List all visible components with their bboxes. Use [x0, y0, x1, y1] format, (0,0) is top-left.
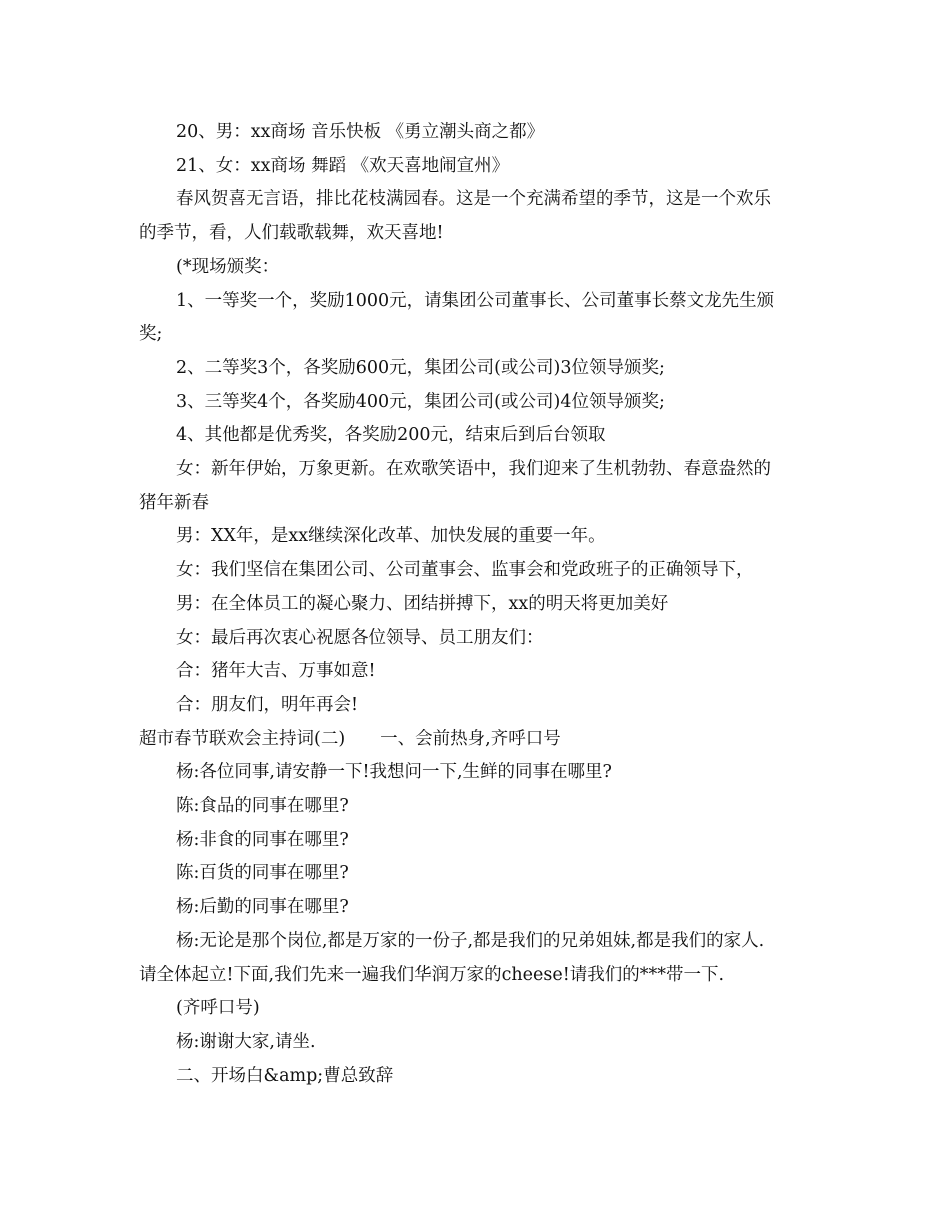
text-line: 杨:后勤的同事在哪里? [176, 897, 349, 918]
text-line: 杨:各位同事,请安静一下!我想问一下,生鲜的同事在哪里? [176, 762, 612, 783]
text-line: 杨:谢谢大家,请坐. [176, 1031, 316, 1052]
text-line: (*现场颁奖： [176, 256, 280, 277]
text-line: 猪年新春 [139, 492, 209, 513]
text-line: 超市春节联欢会主持词(二) 一、会前热身,齐呼口号 [139, 728, 561, 749]
text-line: 二、开场白&amp;曹总致辞 [176, 1065, 394, 1086]
text-line: 合：猪年大吉、万事如意! [176, 661, 376, 682]
text-line: 2、二等奖3个，各奖励600元，集团公司(或公司)3位领导颁奖; [176, 357, 665, 378]
text-line: 春风贺喜无言语，排比花枝满园春。这是一个充满希望的季节，这是一个欢乐 [176, 189, 771, 210]
text-line: 男：在全体员工的凝心聚力、团结拼搏下，xx的明天将更加美好 [176, 593, 669, 614]
text-line: 21、女：xx商场 舞蹈 《欢天喜地闹宣州》 [176, 155, 510, 176]
text-line: 杨:无论是那个岗位,都是万家的一份子,都是我们的兄弟姐妹,都是我们的家人. [176, 930, 765, 951]
text-line: (齐呼口号) [176, 998, 260, 1019]
text-line: 女：新年伊始，万象更新。在欢歌笑语中，我们迎来了生机勃勃、春意盎然的 [176, 459, 771, 479]
text-line: 4、其他都是优秀奖，各奖励200元，结束后到后台领取 [176, 425, 606, 446]
text-line: 3、三等奖4个，各奖励400元，集团公司(或公司)4位领导颁奖; [176, 391, 665, 412]
text-line: 男：XX年，是xx继续深化改革、加快发展的重要一年。 [176, 526, 606, 547]
text-line: 奖; [139, 324, 163, 345]
text-line: 合：朋友们，明年再会! [176, 694, 359, 715]
text-line: 女：最后再次衷心祝愿各位领导、员工朋友们： [176, 627, 544, 648]
text-line: 女：我们坚信在集团公司、公司董事会、监事会和党政班子的正确领导下， [176, 560, 754, 581]
text-line: 陈:百货的同事在哪里? [176, 863, 349, 884]
text-line: 陈:食品的同事在哪里? [176, 796, 349, 816]
text-line: 杨:非食的同事在哪里? [176, 829, 349, 850]
text-line: 的季节，看，人们载歌载舞，欢天喜地! [139, 223, 444, 244]
text-line: 请全体起立!下面,我们先来一遍我们华润万家的cheese!请我们的***带一下. [139, 964, 725, 985]
text-line: 20、男：xx商场 音乐快板 《勇立潮头商之都》 [176, 122, 545, 142]
text-line: 1、一等奖一个，奖励1000元，请集团公司董事长、公司董事长蔡文龙先生颁 [176, 290, 775, 311]
